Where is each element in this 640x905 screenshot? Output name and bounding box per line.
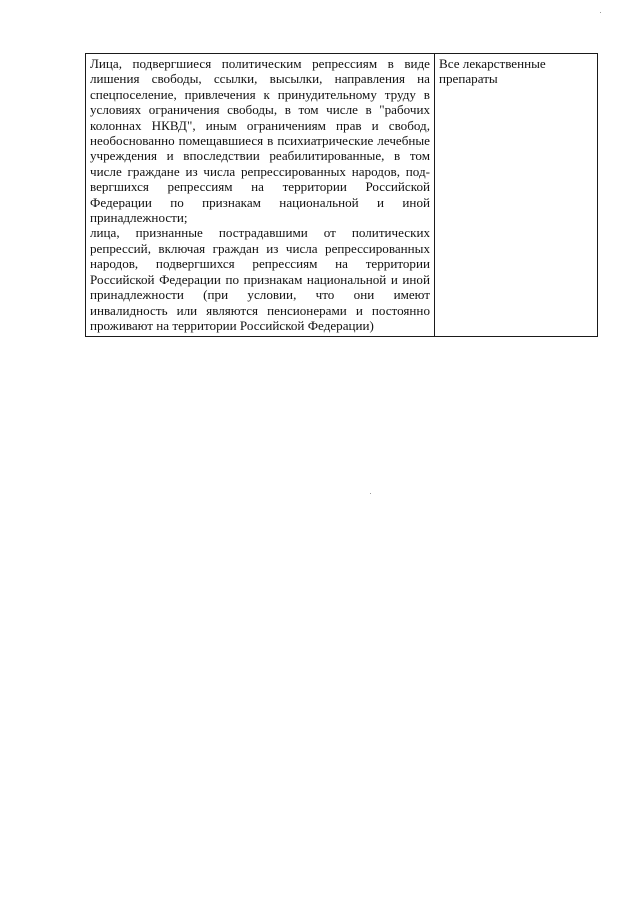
eligible-category-cell	[86, 54, 435, 337]
benefit-cell	[435, 54, 598, 337]
category-paragraph-victims: лица, признанные пострадавшими от политических репрессий, включая граждан из числа репрессированных народов, подвергшихся репрессиям на территории Российской Федерации по признакам национальной и иной принадлежности (при условии, что они имеют инвалидность или являются пенсионерами и постоянно проживают на территории Российской Федерации)	[90, 225, 430, 333]
benefit-text: Все лекарственные препараты	[439, 56, 546, 87]
category-paragraph-repressed: Лица, подвергшиеся политическим репрессиям в виде лишения свободы, ссылки, высылки, направления на спецпоселение, привлечения к принудительному труду в условиях ограничения свободы, в том числе в "рабочих колоннах НКВД", иным ограничениям прав и свобод, необоснованно помещавшиеся в психиатрические лечебные учреждения и впоследствии реабилитированные, в том числе граждане из числа репрессированных народов, подвергшихся репрессиям на территории Российской Федерации по признакам национальной и иной принадлежности;	[90, 56, 430, 226]
scan-speck	[600, 12, 601, 13]
table-row	[86, 54, 598, 337]
benefits-table	[85, 53, 598, 337]
scan-speck	[370, 493, 371, 494]
